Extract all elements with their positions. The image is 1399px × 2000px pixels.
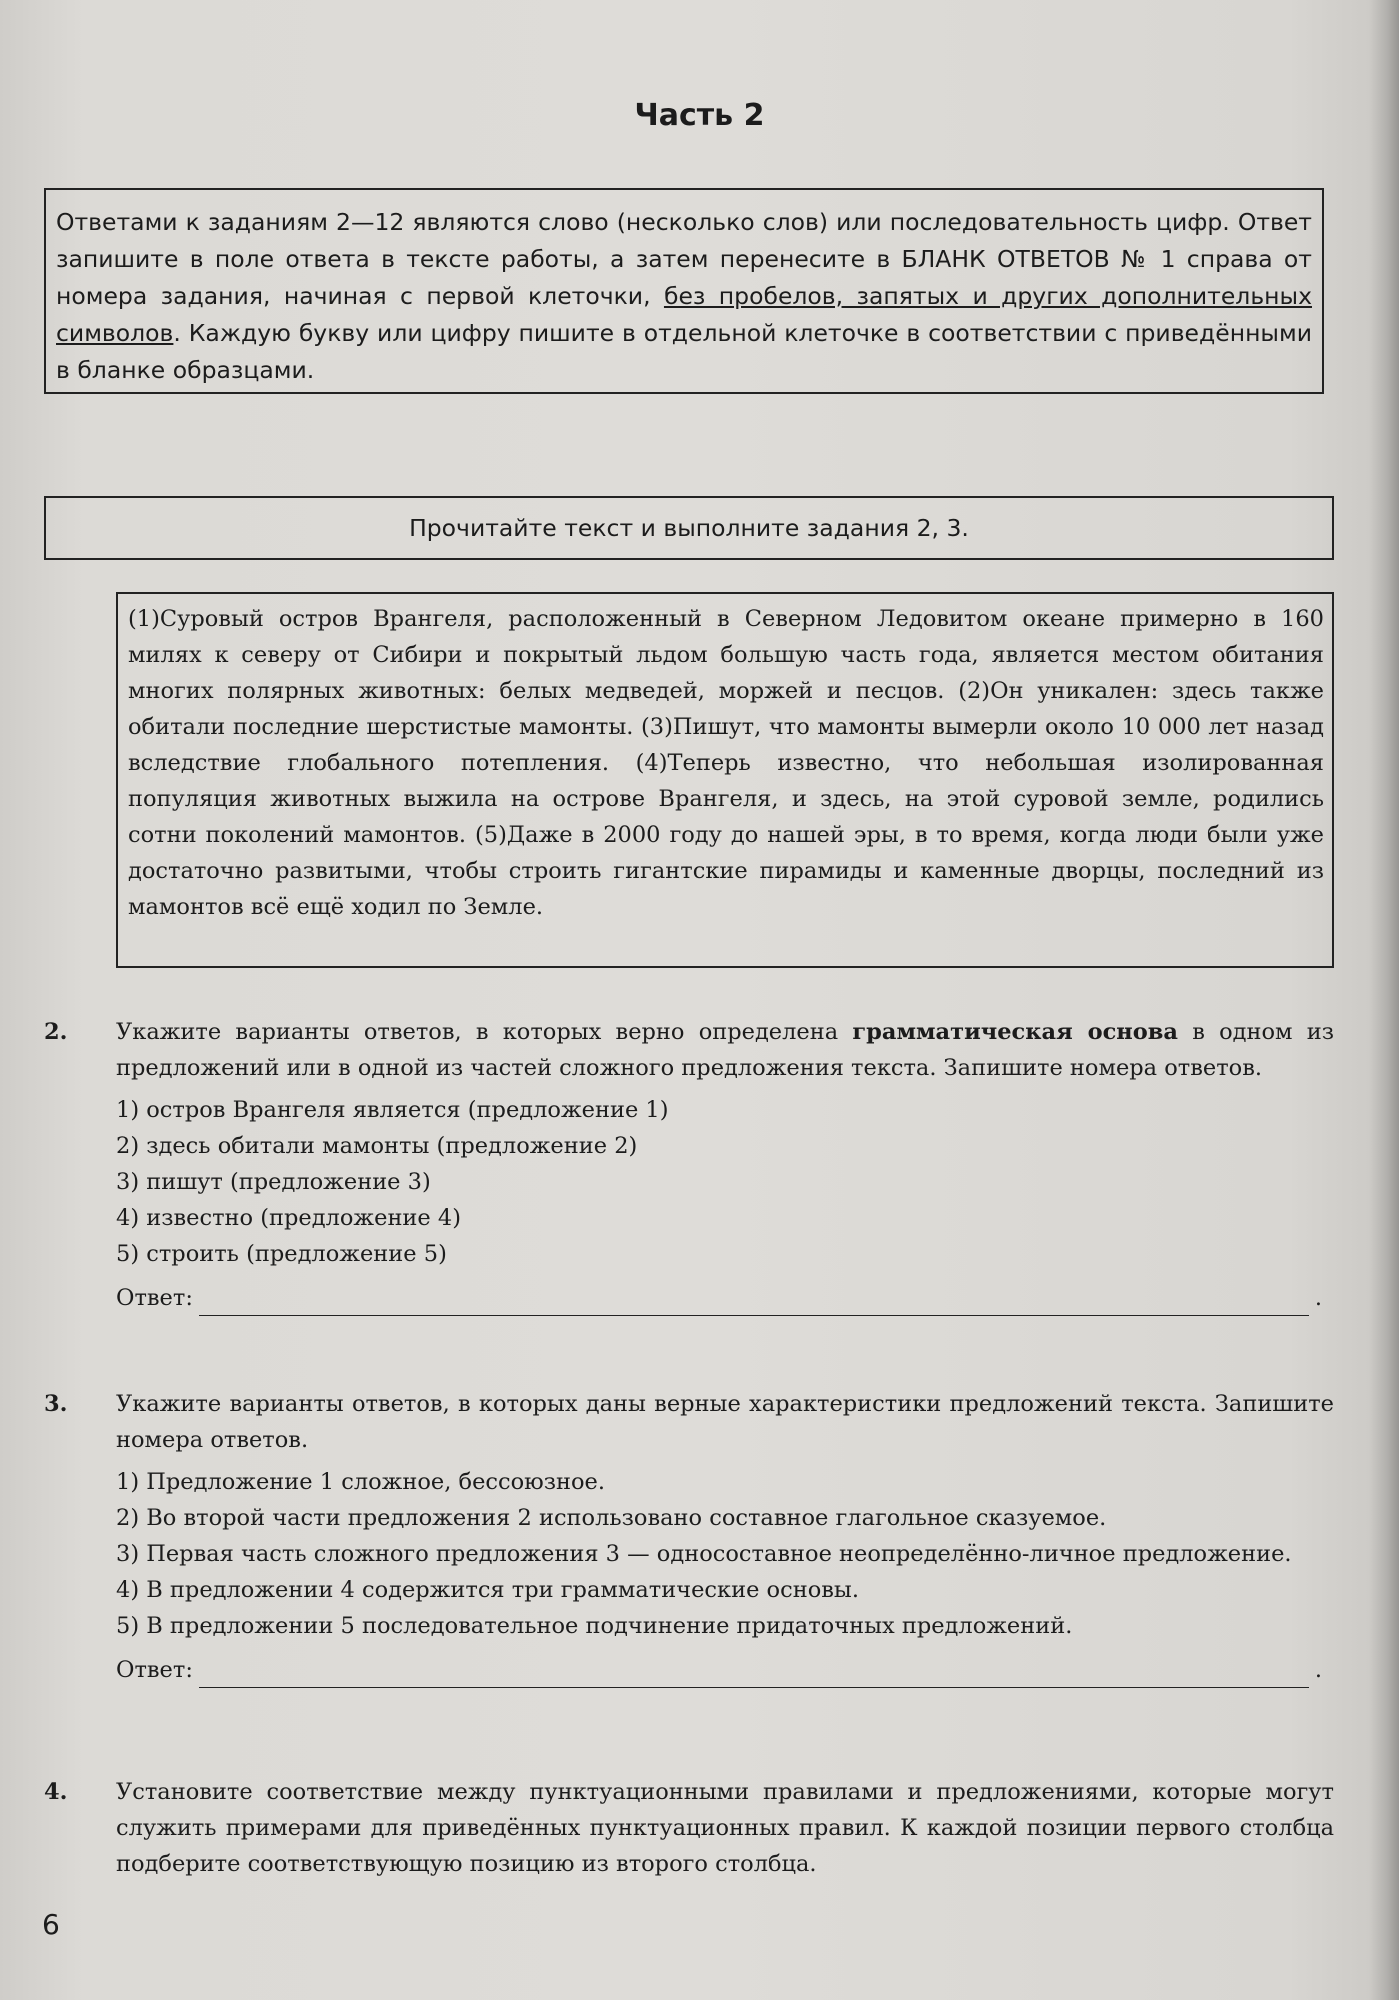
- page-edge-shadow: [1369, 0, 1399, 2000]
- read-prompt: Прочитайте текст и выполните задания 2, 3.: [409, 514, 969, 542]
- task-3-answer-line[interactable]: [199, 1661, 1309, 1688]
- task-2-question: [116, 1014, 1334, 1086]
- task-4-number: 4.: [44, 1779, 68, 1805]
- task-3-options: [116, 1464, 1334, 1644]
- task-2-answer-dot: .: [1314, 1285, 1323, 1311]
- task-3-option: 4) В предложении 4 содержится три грамматические основы.: [116, 1577, 859, 1603]
- task-2-option: 2) здесь обитали мамонты (предложение 2): [116, 1133, 638, 1159]
- task-2-answer: [116, 1280, 1334, 1316]
- task-2-text-before: Укажите варианты ответов, в которых верно определена: [116, 1019, 853, 1045]
- task-3-question: Укажите варианты ответов, в которых даны верные характеристики предложений текста. Запишите номера ответов.: [116, 1391, 1334, 1453]
- page-number: 6: [42, 1908, 60, 1941]
- task-2-text-after: в одном из предложений или в одной из частей сложного предложения текста. Запишите номера ответов.: [116, 1019, 1334, 1081]
- read-prompt-box: [44, 496, 1334, 560]
- instructions-text-before: Ответами к заданиям 2—12 являются слово (несколько слов) или последовательность цифр. Ответ запишите в поле ответа в тексте работы, а затем перенесите в БЛАНК ОТВЕТОВ № 1 справа от номера задания, начиная с первой клеточки,: [56, 208, 1312, 310]
- task-3-option: 1) Предложение 1 сложное, бессоюзное.: [116, 1469, 606, 1495]
- task-3-number: 3.: [44, 1391, 68, 1417]
- instructions-underlined: без пробелов, запятых и других дополнительных символов: [56, 282, 1312, 347]
- task-2-option: 4) известно (предложение 4): [116, 1205, 461, 1231]
- task-2-options: [116, 1092, 1334, 1272]
- task-3-answer-dot: .: [1314, 1657, 1323, 1683]
- task-2-number: 2.: [44, 1019, 68, 1045]
- task-2-option: 1) остров Врангеля является (предложение 1): [116, 1097, 669, 1123]
- task-4-question: Установите соответствие между пунктуационными правилами и предложениями, которые могут служить примерами для приведённых пунктуационных правил. К каждой позиции первого столбца подберите соответствующую позицию из второго столбца.: [116, 1779, 1334, 1877]
- instructions-text-after: . Каждую букву или цифру пишите в отдельной клеточке в соответствии с приведёнными в бланке образцами.: [56, 319, 1312, 384]
- task-2: [44, 1014, 1334, 1316]
- task-3-answer-label: Ответ:: [116, 1657, 193, 1683]
- passage-box: [116, 592, 1334, 968]
- task-2-option: 3) пишут (предложение 3): [116, 1169, 431, 1195]
- task-4: [44, 1774, 1334, 1882]
- passage-text: (1)Суровый остров Врангеля, расположенный в Северном Ледовитом океане примерно в 160 милях к северу от Сибири и покрытый льдом большую часть года, является местом обитания многих полярных животных: белых медведей, моржей и песцов. (2)Он уникален: здесь также обитали последние шерстистые мамонты. (3)Пишут, что мамонты вымерли около 10 000 лет назад вследствие глобального потепления. (4)Теперь известно, что небольшая изолированная популяция животных выжила на острове Врангеля, и здесь, на этой суровой земле, родились сотни поколений мамонтов. (5)Даже в 2000 году до нашей эры, в то время, когда люди были уже достаточно развитыми, чтобы строить гигантские пирамиды и каменные дворцы, последний из мамонтов всё ещё ходил по Земле.: [128, 606, 1324, 920]
- task-3-answer: [116, 1652, 1334, 1688]
- task-2-bold: грамматическая основа: [852, 1019, 1178, 1045]
- task-3-option: 3) Первая часть сложного предложения 3 — односоставное неопределённо-личное предложение.: [116, 1541, 1292, 1567]
- task-2-answer-label: Ответ:: [116, 1285, 193, 1311]
- task-3: [44, 1386, 1334, 1688]
- instructions-box: [44, 188, 1324, 394]
- task-3-option: 2) Во второй части предложения 2 использовано составное глагольное сказуемое.: [116, 1505, 1107, 1531]
- part-title: Часть 2: [634, 98, 765, 133]
- task-3-option: 5) В предложении 5 последовательное подчинение придаточных предложений.: [116, 1613, 1073, 1639]
- task-2-answer-line[interactable]: [199, 1289, 1309, 1316]
- task-2-option: 5) строить (предложение 5): [116, 1241, 447, 1267]
